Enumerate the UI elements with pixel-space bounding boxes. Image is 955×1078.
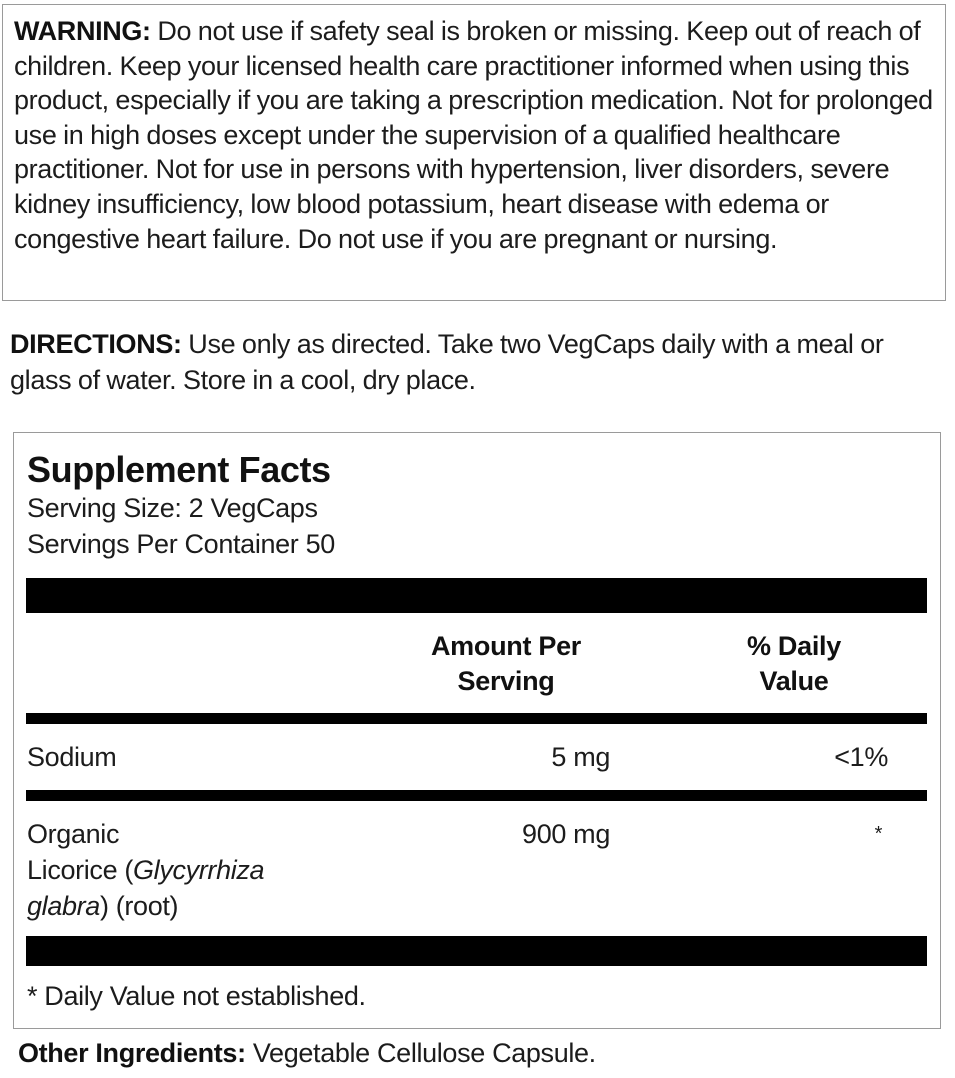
dv-header-line2: Value bbox=[759, 666, 829, 696]
licorice-line2-prefix: Licorice ( bbox=[27, 855, 134, 885]
amount-header-line1: Amount Per bbox=[430, 631, 581, 661]
other-ingredients bbox=[18, 1038, 596, 1069]
daily-value-footnote: * Daily Value not established. bbox=[27, 981, 366, 1011]
supplement-facts-panel bbox=[13, 432, 941, 1029]
licorice-line1: Organic bbox=[27, 819, 120, 849]
amount-per-serving-header bbox=[406, 629, 606, 699]
directions-label: DIRECTIONS: bbox=[10, 329, 182, 359]
licorice-line3-suffix: ) (root) bbox=[99, 891, 179, 921]
nutrient-amount-sodium: 5 mg bbox=[551, 742, 610, 772]
daily-value-header bbox=[714, 629, 874, 699]
directions-text: Use only as directed. Take two VegCaps daily with a meal or glass of water. Store in a cool, dry place. bbox=[10, 329, 884, 395]
supplement-facts-title: Supplement Facts bbox=[27, 449, 331, 490]
thick-divider-bottom bbox=[26, 936, 927, 966]
warning-label: WARNING: bbox=[14, 16, 151, 46]
thick-divider-top bbox=[26, 578, 927, 613]
nutrient-dv-licorice: * bbox=[874, 823, 882, 845]
nutrient-name-licorice bbox=[27, 816, 264, 924]
nutrient-dv-sodium: <1% bbox=[834, 742, 888, 772]
serving-size: Serving Size: 2 VegCaps bbox=[27, 493, 318, 523]
medium-divider-row bbox=[26, 790, 927, 801]
warning-text: Do not use if safety seal is broken or missing. Keep out of reach of children. Keep your licensed health care practitioner informed when using this product, especially if you are taking a prescription medication. Not for prolonged use in high doses except under the supervision of a qualified healthcare practitioner. Not for use in persons with hypertension, liver disorders, severe kidney insufficiency, low blood potassium, heart disease with edema or congestive heart failure. Do not use if you are pregnant or nursing. bbox=[14, 16, 933, 254]
licorice-species: glabra bbox=[27, 891, 100, 921]
warning-box bbox=[2, 4, 946, 301]
nutrient-amount-licorice: 900 mg bbox=[522, 819, 610, 849]
licorice-line2 bbox=[27, 852, 264, 888]
other-ingredients-label: Other Ingredients: bbox=[18, 1038, 246, 1068]
amount-header-line2: Serving bbox=[457, 666, 555, 696]
servings-per-container: Servings Per Container 50 bbox=[27, 529, 335, 559]
licorice-genus: Glycyrrhiza bbox=[133, 855, 265, 885]
licorice-line3 bbox=[27, 888, 264, 924]
other-ingredients-text: Vegetable Cellulose Capsule. bbox=[245, 1038, 596, 1068]
medium-divider-header bbox=[26, 713, 927, 724]
dv-header-line1: % Daily bbox=[747, 631, 841, 661]
nutrient-name-sodium: Sodium bbox=[27, 742, 117, 772]
directions bbox=[10, 326, 945, 398]
